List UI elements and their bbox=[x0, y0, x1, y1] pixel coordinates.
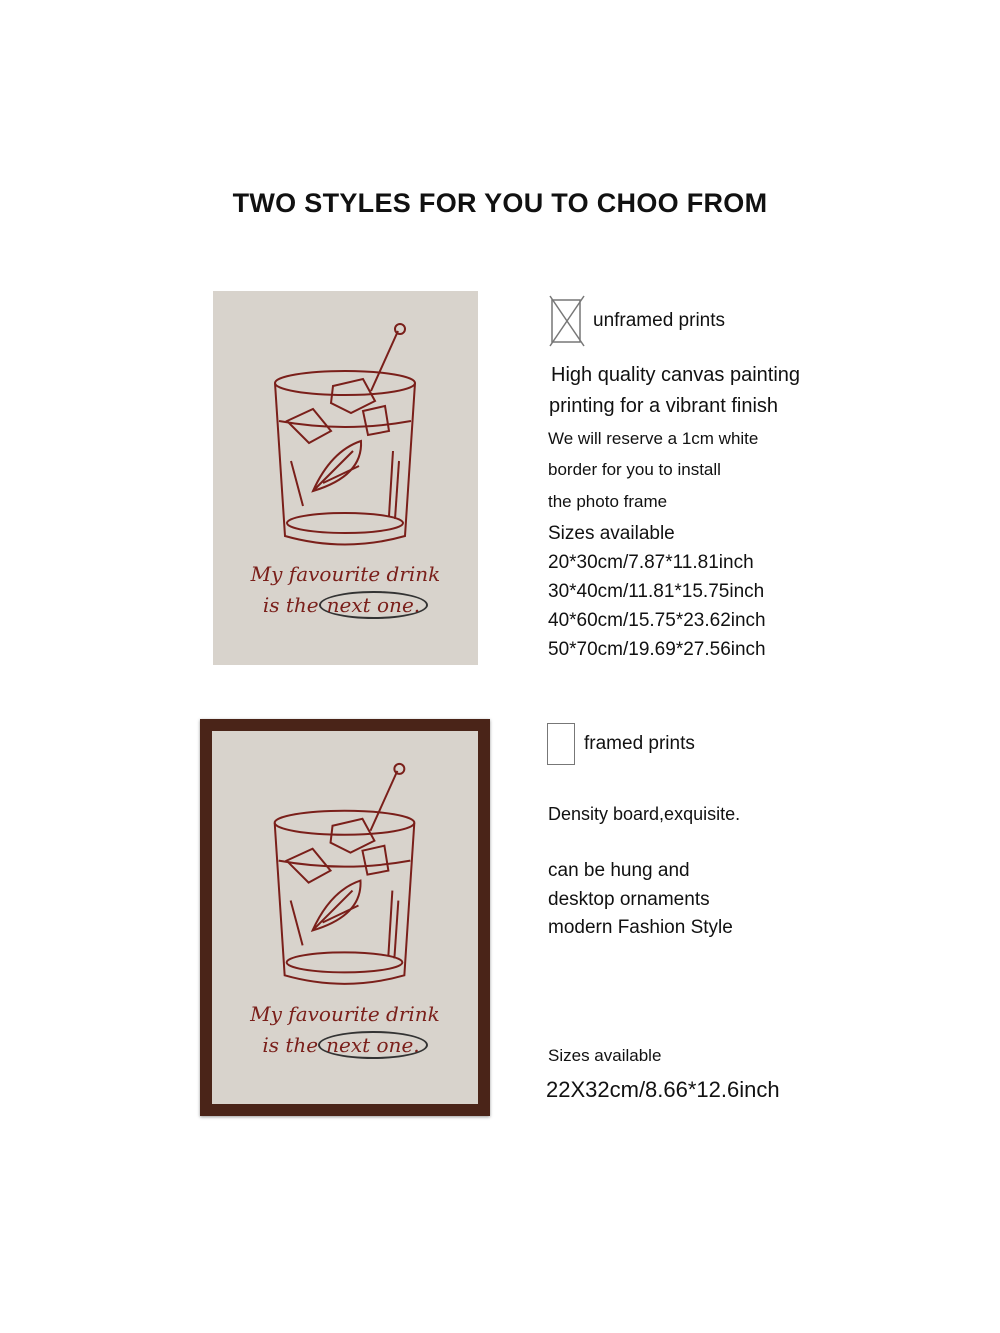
framed-desc-line: Density board,exquisite. bbox=[548, 804, 741, 824]
poster-caption-line1: My favourite drink bbox=[250, 562, 441, 586]
unframed-desc-line: printing for a vibrant finish bbox=[549, 395, 779, 417]
unframed-size-item: 20*30cm/7.87*11.81inch bbox=[548, 552, 754, 573]
unframed-sizes-label: Sizes available bbox=[548, 523, 675, 544]
unframed-size-item: 50*70cm/19.69*27.56inch bbox=[548, 639, 766, 660]
framed-sizes-label: Sizes available bbox=[548, 1046, 662, 1065]
empty-box-icon bbox=[547, 723, 575, 765]
page-title: TWO STYLES FOR YOU TO CHOO FROM bbox=[232, 188, 768, 218]
unframed-desc-line: the photo frame bbox=[548, 492, 668, 511]
unframed-size-item: 40*60cm/15.75*23.62inch bbox=[548, 610, 766, 631]
unframed-desc-line: We will reserve a 1cm white bbox=[548, 429, 759, 448]
poster-caption-line1: My favourite drink bbox=[250, 1002, 440, 1026]
poster-caption-circled: next one. bbox=[318, 1031, 428, 1059]
unframed-desc-line: border for you to install bbox=[548, 460, 721, 479]
framed-desc-line: desktop ornaments bbox=[548, 889, 710, 910]
poster-caption-circled: next one. bbox=[319, 591, 429, 619]
unframed-poster-image bbox=[213, 291, 478, 665]
poster-caption-prefix: is the bbox=[262, 1033, 319, 1057]
framed-poster-frame bbox=[200, 719, 490, 1116]
crossed-box-icon bbox=[548, 294, 586, 348]
framed-option-label: framed prints bbox=[584, 733, 695, 754]
framed-desc-line: can be hung and bbox=[548, 860, 690, 881]
unframed-desc-line: High quality canvas painting bbox=[551, 364, 801, 386]
framed-size-item: 22X32cm/8.66*12.6inch bbox=[546, 1077, 780, 1102]
framed-desc-line: modern Fashion Style bbox=[548, 917, 733, 938]
framed-poster-image bbox=[212, 731, 478, 1104]
unframed-option-label: unframed prints bbox=[593, 310, 726, 331]
unframed-size-item: 30*40cm/11.81*15.75inch bbox=[548, 581, 765, 602]
poster-caption-prefix: is the bbox=[262, 593, 319, 617]
